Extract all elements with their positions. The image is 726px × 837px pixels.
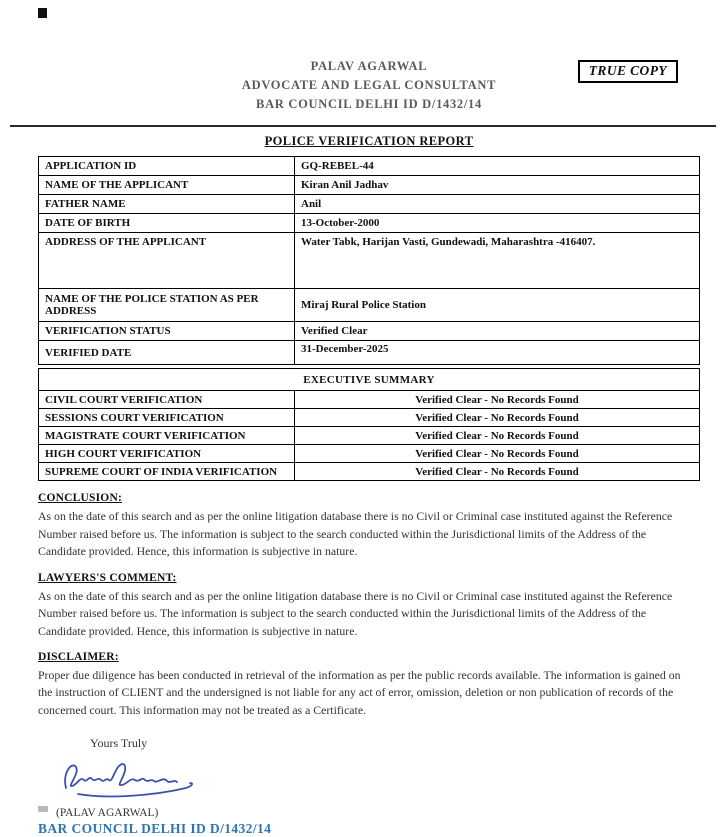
table-row xyxy=(39,463,700,481)
letterhead-bar-id: BAR COUNCIL DELHI ID D/1432/14 xyxy=(256,96,482,111)
lawyers-comment-body: As on the date of this search and as per the online litigation database there is no Civil or Criminal case instituted against the Reference Number raised before us. The information is subject to the search conducted within the Jurisdictional limits of the Address of the Candidate provided. Hence, this information is subjective in nature. xyxy=(38,588,673,638)
row-label: FATHER NAME xyxy=(39,195,295,214)
table-row xyxy=(39,157,700,176)
disclaimer-body: Proper due diligence has been conducted in retrieval of the information as per the public records available. The information is gained on the instruction of CLIENT and the undersigned is not liable for any act of error, omission, deletion or non publication of records of the concerned court. This information may not be treated as a Certificate. xyxy=(38,667,681,717)
conclusion-body: As on the date of this search and as per the online litigation database there is no Civil or Criminal case instituted against the Reference Number raised before us. The information is subject to the search conducted within the Jurisdictional limits of the Address of the Candidate provided. Hence, this information is subjective in nature. xyxy=(38,509,673,559)
disclaimer-section xyxy=(38,651,700,719)
table-row xyxy=(39,214,700,233)
disclaimer-heading: DISCLAIMER: xyxy=(38,650,119,663)
letterhead xyxy=(38,0,700,113)
executive-summary-table xyxy=(38,368,700,481)
row-label: VERIFICATION STATUS xyxy=(39,322,295,341)
signature xyxy=(56,755,700,807)
lawyers-comment-heading: LAWYERS'S COMMENT: xyxy=(38,571,177,584)
row-label: HIGH COURT VERIFICATION xyxy=(39,445,295,463)
row-value: 13-October-2000 xyxy=(295,214,700,233)
scan-artifact-top-left xyxy=(38,8,47,18)
row-label: SESSIONS COURT VERIFICATION xyxy=(39,409,295,427)
signatory-name: (PALAV AGARWAL) xyxy=(56,807,159,820)
header-divider xyxy=(10,125,716,127)
row-value: Verified Clear - No Records Found xyxy=(295,391,700,409)
conclusion-heading: CONCLUSION: xyxy=(38,492,122,505)
row-value: Miraj Rural Police Station xyxy=(295,289,700,322)
lawyers-comment-section xyxy=(38,572,700,640)
table-row-address xyxy=(39,233,700,289)
table-row xyxy=(39,427,700,445)
table-row xyxy=(39,322,700,341)
conclusion-section xyxy=(38,492,700,560)
row-label: DATE OF BIRTH xyxy=(39,214,295,233)
row-value: Verified Clear - No Records Found xyxy=(295,463,700,481)
report-title: POLICE VERIFICATION REPORT xyxy=(264,134,474,149)
row-value: GQ-REBEL-44 xyxy=(295,157,700,176)
row-label: NAME OF THE APPLICANT xyxy=(39,176,295,195)
row-label: NAME OF THE POLICE STATION AS PER ADDRESS xyxy=(39,289,295,322)
salutation: Yours Truly xyxy=(90,736,148,751)
table-row xyxy=(39,176,700,195)
row-label: VERIFIED DATE xyxy=(39,341,295,365)
row-value: Kiran Anil Jadhav xyxy=(295,176,700,195)
executive-summary-heading: EXECUTIVE SUMMARY xyxy=(39,369,700,391)
letterhead-name: PALAV AGARWAL xyxy=(310,59,428,73)
row-value: Verified Clear xyxy=(295,322,700,341)
applicant-table xyxy=(38,156,700,365)
table-row xyxy=(39,341,700,365)
row-label: CIVIL COURT VERIFICATION xyxy=(39,391,295,409)
row-label: ADDRESS OF THE APPLICANT xyxy=(39,233,295,289)
table-row xyxy=(39,195,700,214)
table-row xyxy=(39,409,700,427)
row-label: APPLICATION ID xyxy=(39,157,295,176)
row-value: Verified Clear - No Records Found xyxy=(295,427,700,445)
row-value: 31-December-2025 xyxy=(295,341,700,365)
letterhead-title: ADVOCATE AND LEGAL CONSULTANT xyxy=(241,77,497,92)
executive-summary-heading-row xyxy=(39,369,700,391)
table-row xyxy=(39,445,700,463)
row-value: Water Tabk, Harijan Vasti, Gundewadi, Maharashtra -416407. xyxy=(295,233,700,289)
footer-bar-council-id: BAR COUNCIL DELHI ID D/1432/14 xyxy=(38,821,272,837)
row-label: SUPREME COURT OF INDIA VERIFICATION xyxy=(39,463,295,481)
row-value: Verified Clear - No Records Found xyxy=(295,445,700,463)
table-row-police-station xyxy=(39,289,700,322)
true-copy-stamp: TRUE COPY xyxy=(578,60,678,83)
table-row xyxy=(39,391,700,409)
row-label: MAGISTRATE COURT VERIFICATION xyxy=(39,427,295,445)
handwritten-signature-icon xyxy=(56,755,206,805)
scan-artifact-bottom-left xyxy=(38,806,48,812)
row-value: Anil xyxy=(295,195,700,214)
row-value: Verified Clear - No Records Found xyxy=(295,409,700,427)
